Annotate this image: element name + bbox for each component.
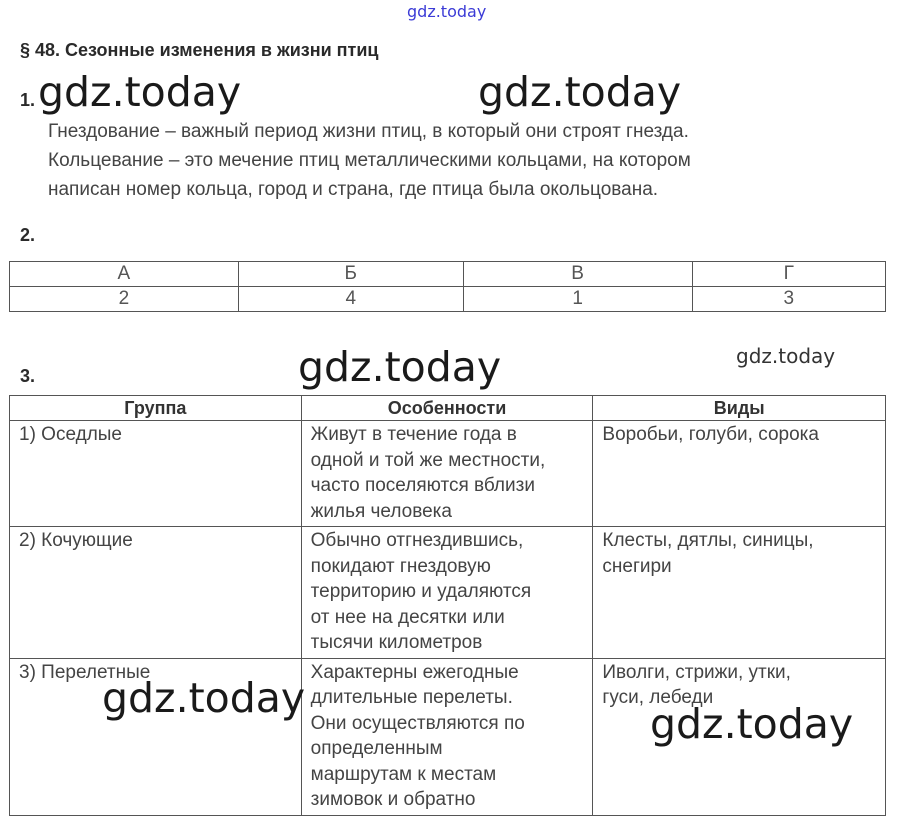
question-1-answer xyxy=(48,117,691,204)
species-cell: Иволги, стрижи, утки, гуси, лебеди xyxy=(593,658,886,815)
table-row xyxy=(10,527,886,659)
question-2-number: 2. xyxy=(20,225,36,245)
table-cell: В xyxy=(463,262,692,287)
table-cell: 3 xyxy=(692,287,886,312)
answer-line: Кольцевание – это мечение птиц металлическими кольцами, на котором xyxy=(48,150,691,171)
bird-groups-table xyxy=(9,395,886,816)
watermark-q1-right: gdz.today xyxy=(478,68,682,116)
watermark-bottom-left: gdz.today xyxy=(102,674,306,722)
features-cell: Характерны ежегодные длительные перелеты. Они осуществляются по определенным маршрутам к местам зимовок и обратно xyxy=(301,658,593,815)
watermark-q3-center: gdz.today xyxy=(298,343,502,391)
features-cell: Обычно отгнездившись, покидают гнездовую территорию и удаляются от нее на десятки или тысячи километров xyxy=(301,527,593,659)
table-row xyxy=(10,262,886,287)
table-cell: 4 xyxy=(238,287,463,312)
table-cell: Г xyxy=(692,262,886,287)
table-cell: Б xyxy=(238,262,463,287)
table-row xyxy=(10,421,886,527)
group-cell: 3) Перелетные xyxy=(10,658,302,815)
answer-line: написан номер кольца, город и страна, где птица была окольцована. xyxy=(48,179,659,200)
question-3-number: 3. xyxy=(20,366,36,386)
watermark-bottom-right: gdz.today xyxy=(650,700,854,748)
question-1-number: 1. xyxy=(20,90,36,110)
column-header: Особенности xyxy=(301,396,593,421)
features-cell: Живут в течение года в одной и той же местности, часто поселяются вблизи жилья человека xyxy=(301,421,593,527)
section-heading: § 48. Сезонные изменения в жизни птиц xyxy=(20,40,379,60)
table-header-row xyxy=(10,396,886,421)
table-row xyxy=(10,287,886,312)
species-cell: Воробьи, голуби, сорока xyxy=(593,421,886,527)
matching-table xyxy=(9,261,886,312)
table-cell: 1 xyxy=(463,287,692,312)
table-cell: А xyxy=(10,262,239,287)
species-cell: Клесты, дятлы, синицы, снегири xyxy=(593,527,886,659)
watermark-q3-small: gdz.today xyxy=(736,344,836,368)
table-cell: 2 xyxy=(10,287,239,312)
answer-line: Гнездование – важный период жизни птиц, в который они строят гнезда. xyxy=(48,121,689,142)
group-cell: 2) Кочующие xyxy=(10,527,302,659)
watermark-top: gdz.today xyxy=(407,2,487,21)
watermark-q1-left: gdz.today xyxy=(38,68,242,116)
column-header: Группа xyxy=(10,396,302,421)
group-cell: 1) Оседлые xyxy=(10,421,302,527)
column-header: Виды xyxy=(593,396,886,421)
